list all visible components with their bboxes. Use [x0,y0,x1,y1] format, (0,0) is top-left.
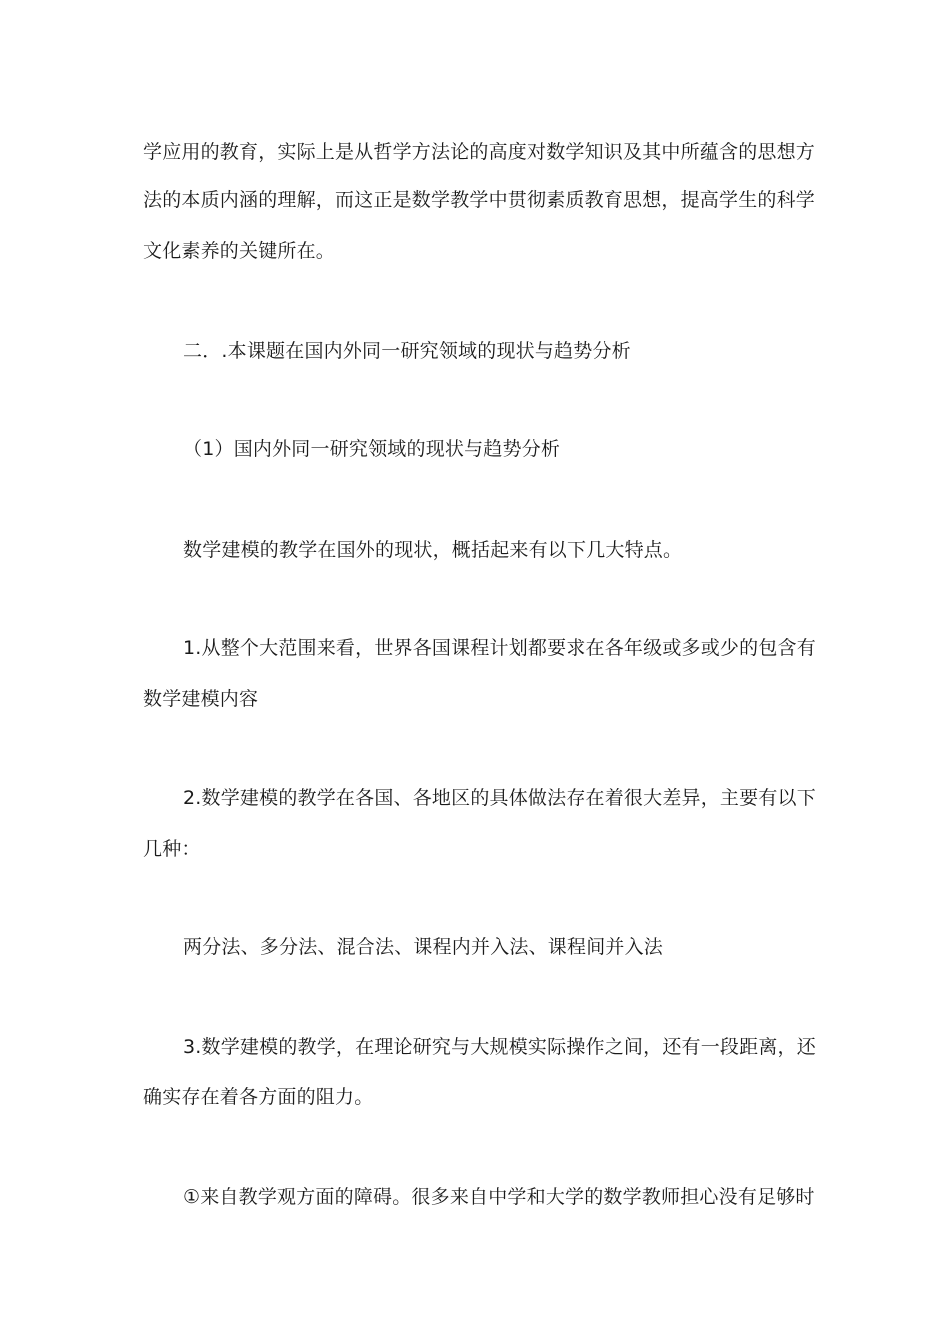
intro-line-3: 文化素养的关键所在。 [143,240,336,262]
point-2-line-1: 2.数学建模的教学在各国、各地区的具体做法存在着很大差异，主要有以下 [183,787,816,809]
point-3-line-1: 3.数学建模的教学，在理论研究与大规模实际操作之间，还有一段距离，还 [183,1036,816,1058]
point-2-line-2: 几种： [143,838,201,860]
intro-line-1: 学应用的教育，实际上是从哲学方法论的高度对数学知识及其中所蕴含的思想方 [143,141,816,163]
paragraph-features: 数学建模的教学在国外的现状，概括起来有以下几大特点。 [183,539,683,561]
intro-line-2: 法的本质内涵的理解，而这正是数学教学中贯彻素质教育思想，提高学生的科学 [143,189,816,211]
point-3-line-2: 确实存在着各方面的阻力。 [143,1086,374,1108]
section-heading: 二．.本课题在国内外同一研究领域的现状与趋势分析 [183,340,631,362]
methods-list: 两分法、多分法、混合法、课程内并入法、课程间并入法 [183,936,664,958]
point-1-line-2: 数学建模内容 [143,688,259,710]
subsection-heading: （1）国内外同一研究领域的现状与趋势分析 [183,438,561,460]
obstacle-1-line: ①来自教学观方面的障碍。很多来自中学和大学的数学教师担心没有足够时 [183,1186,815,1208]
point-1-line-1: 1.从整个大范围来看，世界各国课程计划都要求在各年级或多或少的包含有 [183,637,816,659]
